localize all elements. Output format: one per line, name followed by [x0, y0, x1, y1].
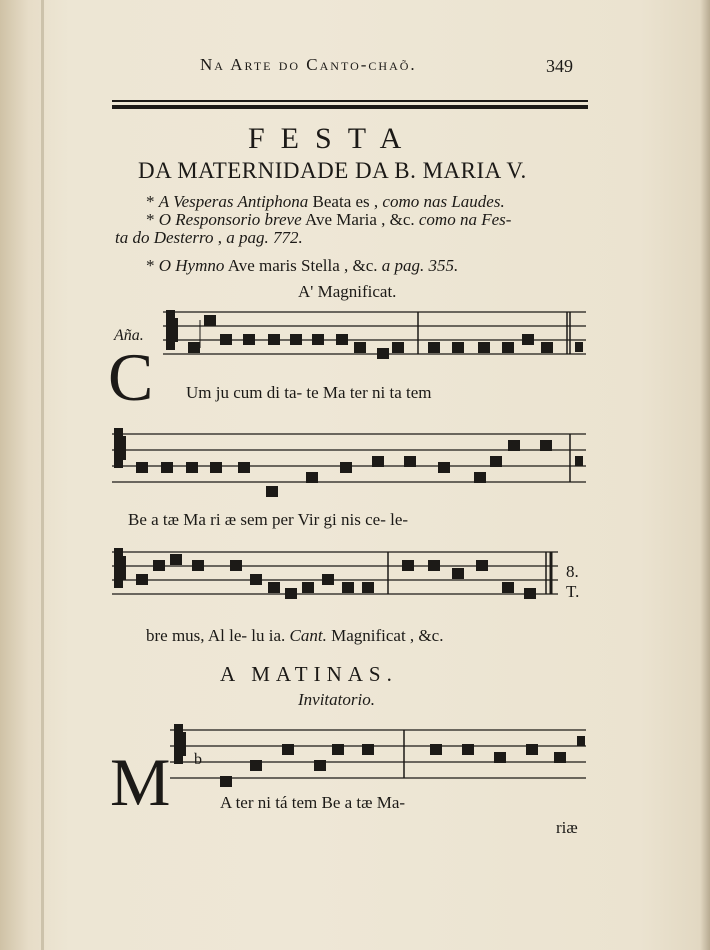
- music-staff-4: [108, 716, 588, 796]
- initial-c: C: [108, 339, 154, 415]
- initial-m: M: [110, 744, 171, 820]
- rubric-vespers: * A Vesperas Antiphona Beata es , como nas Laudes.: [146, 192, 505, 211]
- feast-subtitle: DA MATERNIDADE DA B. MARIA V.: [138, 158, 527, 183]
- matins-heading: A MATINAS.: [220, 662, 398, 686]
- rubric-responsory-cont: ta do Desterro , a pag. 772.: [115, 228, 303, 247]
- music-staff-1: [108, 304, 588, 374]
- c-clef: [114, 548, 126, 588]
- notes-2: [136, 440, 583, 497]
- lyrics-line-4-catchword: riæ: [556, 818, 578, 837]
- header-rule-top: [112, 100, 588, 102]
- invitatory-heading: Invitatorio.: [298, 690, 375, 709]
- music-staff-2: [108, 420, 588, 500]
- header-rule-bottom: [112, 105, 588, 109]
- lyrics-line-2: Be a tæ Ma ri æ sem per Vir gi nis ce- le-: [128, 510, 409, 529]
- notes-3: [136, 554, 536, 599]
- rubric-hymn: * O Hymno Ave maris Stella , &c. a pag. 355.: [146, 256, 459, 275]
- tone-marker: [566, 562, 579, 602]
- antiphon-heading: A' Magnificat.: [298, 282, 397, 301]
- flat-sign: b: [194, 751, 202, 768]
- tone-number: 8.: [566, 562, 579, 581]
- notes-1: [188, 315, 583, 359]
- lyrics-line-4: A ter ni tá tem Be a tæ Ma-: [220, 793, 406, 812]
- page-number: 349: [546, 56, 573, 76]
- tone-letter: T.: [566, 582, 580, 601]
- running-header: Na Arte do Canto-chaõ.: [200, 55, 417, 74]
- music-staff-3: [108, 544, 568, 614]
- feast-title: FESTA: [248, 122, 418, 155]
- staff-lines: [163, 312, 586, 354]
- lyrics-line-1: Um ju cum di ta- te Ma ter ni ta tem: [186, 383, 432, 402]
- c-clef: [166, 310, 178, 350]
- lyrics-line-3: bre mus, Al le- lu ia. Cant. Magnificat , &c.: [146, 626, 444, 645]
- rubric-responsory: * O Responsorio breve Ave Maria , &c. como na Fes-: [146, 210, 512, 229]
- staff-lines: [170, 730, 586, 778]
- page-gutter: [41, 0, 44, 950]
- antiphon-abbrev: Aña.: [114, 327, 144, 344]
